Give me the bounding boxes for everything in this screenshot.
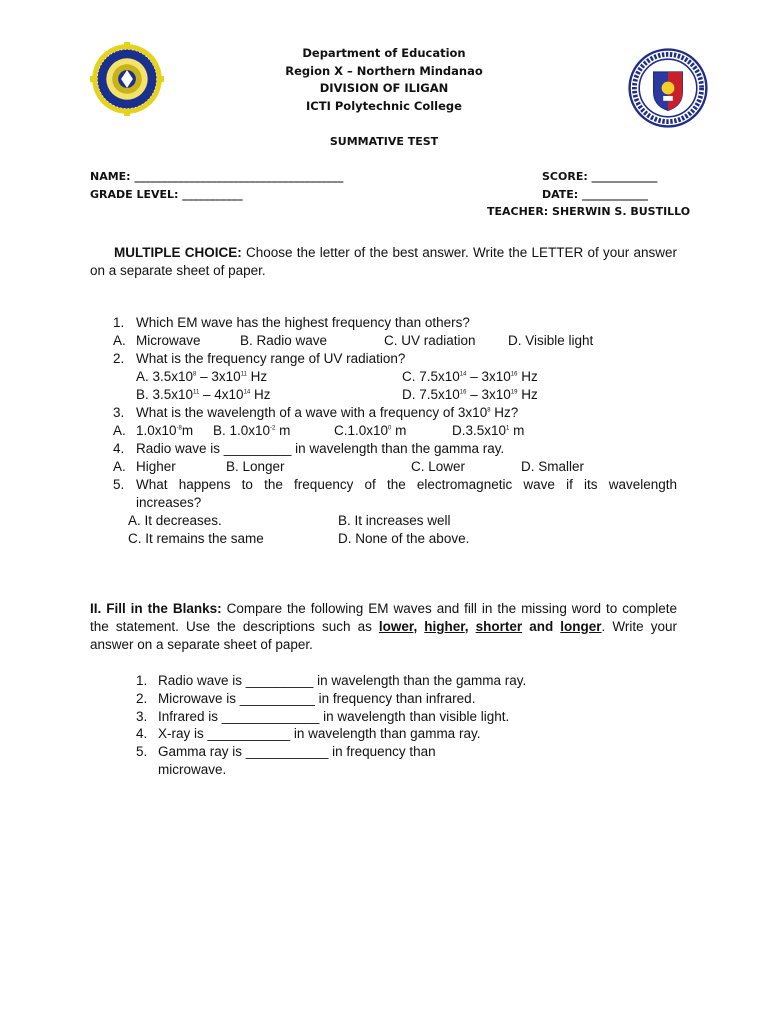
fib-word-lower: lower [378, 619, 414, 634]
q1-option-a: Microwave [136, 333, 201, 348]
q3-a-exp: -8 [176, 425, 182, 432]
teacher-field: TEACHER: SHERWIN S. BUSTILLO [487, 205, 691, 218]
q2-b-mid: – 4x10 [199, 387, 244, 402]
fib-item3: Infrared is _____________ in wavelength than visible light. [158, 709, 510, 724]
q3-option-d [452, 422, 524, 440]
q3-option-a [136, 422, 193, 440]
q3-text [136, 404, 518, 422]
q2-number: 2. [113, 351, 125, 366]
fib-item3-number: 3. [136, 709, 148, 724]
q2-b-exp2: 14 [243, 389, 251, 396]
q3-c-exp: 0 [388, 425, 392, 432]
q2-option-c [402, 368, 538, 386]
q3-text-main: What is the wavelength of a wave with a frequency of 3x10 [136, 405, 488, 420]
fib-item4-number: 4. [136, 726, 148, 741]
fib-item2-number: 2. [136, 691, 148, 706]
q1-text: Which EM wave has the highest frequency than others? [136, 315, 470, 330]
q2-c-exp1: 14 [459, 371, 467, 378]
fib-instructions [90, 600, 677, 654]
q3-option-c [334, 422, 406, 440]
q3-c-base: C.1.0x10 [334, 423, 389, 438]
q2-a-exp2: 11 [240, 371, 247, 378]
mc-instructions [90, 244, 677, 280]
q5-option-a: A. It decreases. [128, 513, 222, 528]
fib-heading: II. Fill in the Blanks: [90, 601, 222, 616]
q5-number: 5. [113, 477, 125, 492]
q3-unit: Hz? [490, 405, 519, 420]
q2-option-a [136, 368, 267, 386]
q2-c-unit: Hz [517, 369, 538, 384]
fib-and: and [522, 619, 561, 634]
q4-option-c: C. Lower [411, 459, 466, 474]
fib-item1: Radio wave is _________ in wavelength than the gamma ray. [158, 673, 527, 688]
q2-a-mid: – 3x10 [196, 369, 241, 384]
fib-item4: X-ray is ___________ in wavelength than gamma ray. [158, 726, 481, 741]
fib-item5-continuation: microwave. [158, 762, 227, 777]
q3-d-exp: 1 [506, 425, 510, 432]
q3-b-exp: -2 [270, 425, 276, 432]
fib-word-higher: higher [424, 619, 465, 634]
q2-d-unit: Hz [517, 387, 538, 402]
school-header [0, 45, 768, 115]
fib-sep1: , [413, 619, 425, 634]
q3-option-a-letter: A. [113, 423, 126, 438]
score-field: SCORE: ____________ [542, 170, 658, 183]
q3-c-unit: m [391, 423, 407, 438]
fib-sep2: , [464, 619, 476, 634]
header-department: Department of Education [302, 46, 466, 60]
q3-d-unit: m [509, 423, 525, 438]
q3-a-base: 1.0x10 [136, 423, 177, 438]
fib-word-longer: longer [560, 619, 602, 634]
q3-d-base: D.3.5x10 [452, 423, 507, 438]
fib-item1-number: 1. [136, 673, 148, 688]
header-college: ICTI Polytechnic College [306, 98, 462, 113]
q1-option-c: C. UV radiation [384, 333, 476, 348]
q2-d-mid: – 3x10 [466, 387, 511, 402]
mc-heading: MULTIPLE CHOICE: [114, 245, 242, 260]
fib-instruction-end: . Write your answer on a separate sheet of paper. [90, 619, 677, 652]
q4-option-a-letter: A. [113, 459, 126, 474]
q2-d-base: D. 7.5x10 [402, 387, 460, 402]
grade-level-field: GRADE LEVEL: ___________ [90, 188, 243, 201]
fib-item5-number: 5. [136, 744, 148, 759]
q3-b-base: B. 1.0x10 [213, 423, 271, 438]
q5-option-b: B. It increases well [338, 513, 451, 528]
fib-item5: Gamma ray is ___________ in frequency than [158, 744, 436, 759]
q2-a-base: A. 3.5x10 [136, 369, 194, 384]
q1-number: 1. [113, 315, 125, 330]
q3-number: 3. [113, 405, 125, 420]
q1-option-d: D. Visible light [508, 333, 594, 348]
q4-option-b: B. Longer [226, 459, 285, 474]
q2-c-base: C. 7.5x10 [402, 369, 460, 384]
q2-a-exp1: 8 [193, 371, 197, 378]
fib-word-shorter: shorter [475, 619, 523, 634]
q2-option-d [402, 386, 538, 404]
q5-text-line1: What happens to the frequency of the electromagnetic wave if its wavelength [136, 477, 677, 492]
q5-option-c: C. It remains the same [128, 531, 264, 546]
q2-d-exp1: 16 [459, 389, 467, 396]
q5-text-line2: increases? [136, 495, 202, 510]
name-field: NAME: ______________________________________ [90, 170, 344, 183]
q4-option-a: Higher [136, 459, 176, 474]
q2-option-b [136, 386, 271, 404]
q3-exp: 8 [487, 407, 491, 414]
fib-instruction-text: Compare the following EM waves and fill in the missing word to complete the statement. Use the descriptions such as [90, 601, 677, 634]
mc-instruction-text: Choose the letter of the best answer. Write the LETTER of your answer on a separate sheet of paper. [90, 245, 677, 278]
q1-option-b: B. Radio wave [240, 333, 328, 348]
q2-a-unit: Hz [246, 369, 268, 384]
q2-c-exp2: 16 [510, 371, 518, 378]
q4-text: Radio wave is _________ in wavelength than the gamma ray. [136, 441, 505, 456]
q2-text: What is the frequency range of UV radiation? [136, 351, 406, 366]
header-division: DIVISION OF ILIGAN [319, 81, 449, 95]
q3-b-unit: m [275, 423, 291, 438]
q3-option-b [213, 422, 290, 440]
q2-c-mid: – 3x10 [466, 369, 511, 384]
header-region: Region X – Northern Mindanao [285, 63, 483, 78]
q2-b-unit: Hz [250, 387, 271, 402]
fib-item2: Microwave is __________ in frequency than infrared. [158, 691, 476, 706]
q2-b-base: B. 3.5x10 [136, 387, 194, 402]
q4-option-d: D. Smaller [521, 459, 585, 474]
test-title: SUMMATIVE TEST [329, 135, 439, 148]
q5-option-d: D. None of the above. [338, 531, 470, 546]
q4-number: 4. [113, 441, 125, 456]
q1-option-a-letter: A. [113, 333, 126, 348]
q3-a-unit: m [181, 423, 194, 438]
q2-d-exp2: 19 [510, 389, 518, 396]
q2-b-exp1: 11 [193, 389, 200, 396]
date-field: DATE: ____________ [542, 188, 649, 201]
